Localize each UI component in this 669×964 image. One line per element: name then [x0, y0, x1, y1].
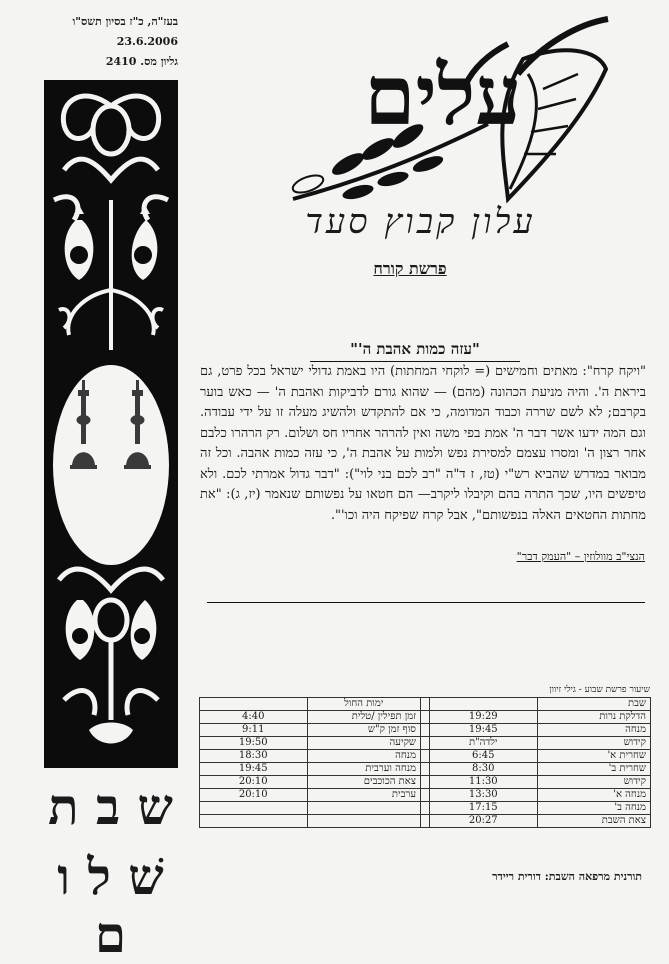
lesson-caption: שיעור פרשת שבוע - גילי זיוון — [549, 685, 650, 695]
issue-number: גליון מס. 2410 — [105, 55, 178, 68]
shabbat-column-header: שבת — [537, 698, 651, 711]
column-gap — [421, 776, 430, 789]
table-row — [200, 763, 651, 776]
weekday-event-time — [200, 802, 308, 815]
table-row — [200, 750, 651, 763]
weekday-event-time: 18:30 — [200, 750, 308, 763]
weekday-event-label: זמן תפילין /טלית — [307, 711, 421, 724]
weekday-event-label — [307, 802, 421, 815]
shabbat-label: ש ב ת — [48, 777, 173, 836]
weekday-event-time: 4:40 — [200, 711, 308, 724]
weekday-event-time: 20:10 — [200, 776, 308, 789]
column-gap — [421, 711, 430, 724]
shabbat-event-time: 6:45 — [430, 750, 537, 763]
column-gap — [421, 737, 430, 750]
table-header-row — [200, 698, 651, 711]
newsletter-subtitle: עלון קבוץ סעד — [305, 202, 536, 242]
weekday-event-time — [200, 815, 308, 828]
shabbat-event-time: 20:27 — [430, 815, 537, 828]
column-gap — [421, 802, 430, 815]
logo-wordmark: עלים — [364, 48, 522, 144]
shabbat-event-label: מנחה א' — [537, 789, 651, 802]
weekday-event-label: סוף זמן ק"ש — [307, 724, 421, 737]
shabbat-event-time: 8:30 — [430, 763, 537, 776]
table-row — [200, 802, 651, 815]
table-row — [200, 789, 651, 802]
duty-nurse-note: תורנית מרפאה השבת: דורית ריידר — [492, 870, 642, 883]
leaf-logo-artwork — [288, 14, 618, 209]
table-row — [200, 737, 651, 750]
gregorian-date: 23.6.2006 — [116, 35, 178, 48]
parasha-title: פרשת קורח — [373, 259, 447, 278]
article-body: "ויקח קרח": מאתים וחמישים (= לוקחי המחתות) היו באמת גדולי ישראל בכל פרט, גם ביראת ה'. והיה מניעת הכהונה (מהם) — שהוא גורם לדביקות ואהבת ה' — כאש בוער בקרבם; לא לשם שררה וכבוד המדומה, כי אם להתקדש ולהשיג מעלה זו על ידי עבודה. וגם המה ידעו אשר דבר ה' אמת בפי משה ואין להרהר אחריו חס ושלום. רק הרהרו כלבם אחר רצון ה' ומסרו עצמם למסירת נפש ולמות על אהבת ה', כי עזה כמות אהבה. וכל זה מבואר במדרש שהביא רש"י (טז, ז ד"ה "רב לכם בני לוי"): "דבר גדול אמרתי לכם. ולא טיפשים היו, שכך התרה בהם וקיבלו ליקרב— הם חטאו על נפשותם שנאמר (יז, ג): "את מחתות החטאים האלה בנפשותם", אבל קרח שפיקח היה וכו'". — [200, 364, 646, 523]
shabbat-event-label: מנחה — [537, 724, 651, 737]
shabbat-event-time: 17:15 — [430, 802, 537, 815]
shabbat-event-label: שחרית א' — [537, 750, 651, 763]
shabbat-event-time: 13:30 — [430, 789, 537, 802]
weekday-column-header: ימות החול — [307, 698, 421, 711]
column-gap — [421, 789, 430, 802]
table-row — [200, 724, 651, 737]
issue-header — [0, 12, 178, 72]
shabbat-event-time: 11:30 — [430, 776, 537, 789]
decorative-border-column — [44, 80, 178, 768]
weekday-event-label: ערבית — [307, 789, 421, 802]
table-row — [200, 776, 651, 789]
newsletter-logo — [288, 14, 618, 209]
shalom-label: שׁ ל ו ם — [57, 847, 164, 964]
shabbat-event-label: קידוש — [537, 737, 651, 750]
weekday-event-time: 19:50 — [200, 737, 308, 750]
weekday-event-time: 9:11 — [200, 724, 308, 737]
header-gap — [421, 698, 430, 711]
weekday-event-label — [307, 815, 421, 828]
article-source: הנצי"ב מוולוזין – "העמק דבר" — [516, 550, 645, 563]
table-row — [200, 711, 651, 724]
ornament-illustration — [44, 80, 178, 768]
table-row — [200, 815, 651, 828]
shabbat-event-label: שחרית ב' — [537, 763, 651, 776]
weekday-event-time: 19:45 — [200, 763, 308, 776]
column-gap — [421, 763, 430, 776]
column-gap — [421, 815, 430, 828]
header-spacer — [430, 698, 537, 711]
weekday-event-label: מנחה וערבית — [307, 763, 421, 776]
shabbat-event-label: קידוש — [537, 776, 651, 789]
weekday-event-label: מנחה — [307, 750, 421, 763]
header-spacer — [200, 698, 308, 711]
shabbat-event-time: 19:45 — [430, 724, 537, 737]
shabbat-event-label: מנחה ב' — [537, 802, 651, 815]
prayer-times-table — [199, 697, 651, 828]
column-gap — [421, 724, 430, 737]
hebrew-date: בעז"ה, כ"ז בסיון תשס"ו — [72, 15, 178, 28]
article-title: "עזה כמות אהבת ה'" — [310, 340, 520, 362]
weekday-event-time: 20:10 — [200, 789, 308, 802]
column-gap — [421, 750, 430, 763]
weekday-event-label: צאת הכוכבים — [307, 776, 421, 789]
shabbat-event-label: צאת השבת — [537, 815, 651, 828]
divider-line — [207, 602, 645, 603]
shabbat-event-time: ילדה"ת — [430, 737, 537, 750]
shabbat-event-time: 19:29 — [430, 711, 537, 724]
weekday-event-label: שקיעה — [307, 737, 421, 750]
shabbat-event-label: הדלקת נרות — [537, 711, 651, 724]
